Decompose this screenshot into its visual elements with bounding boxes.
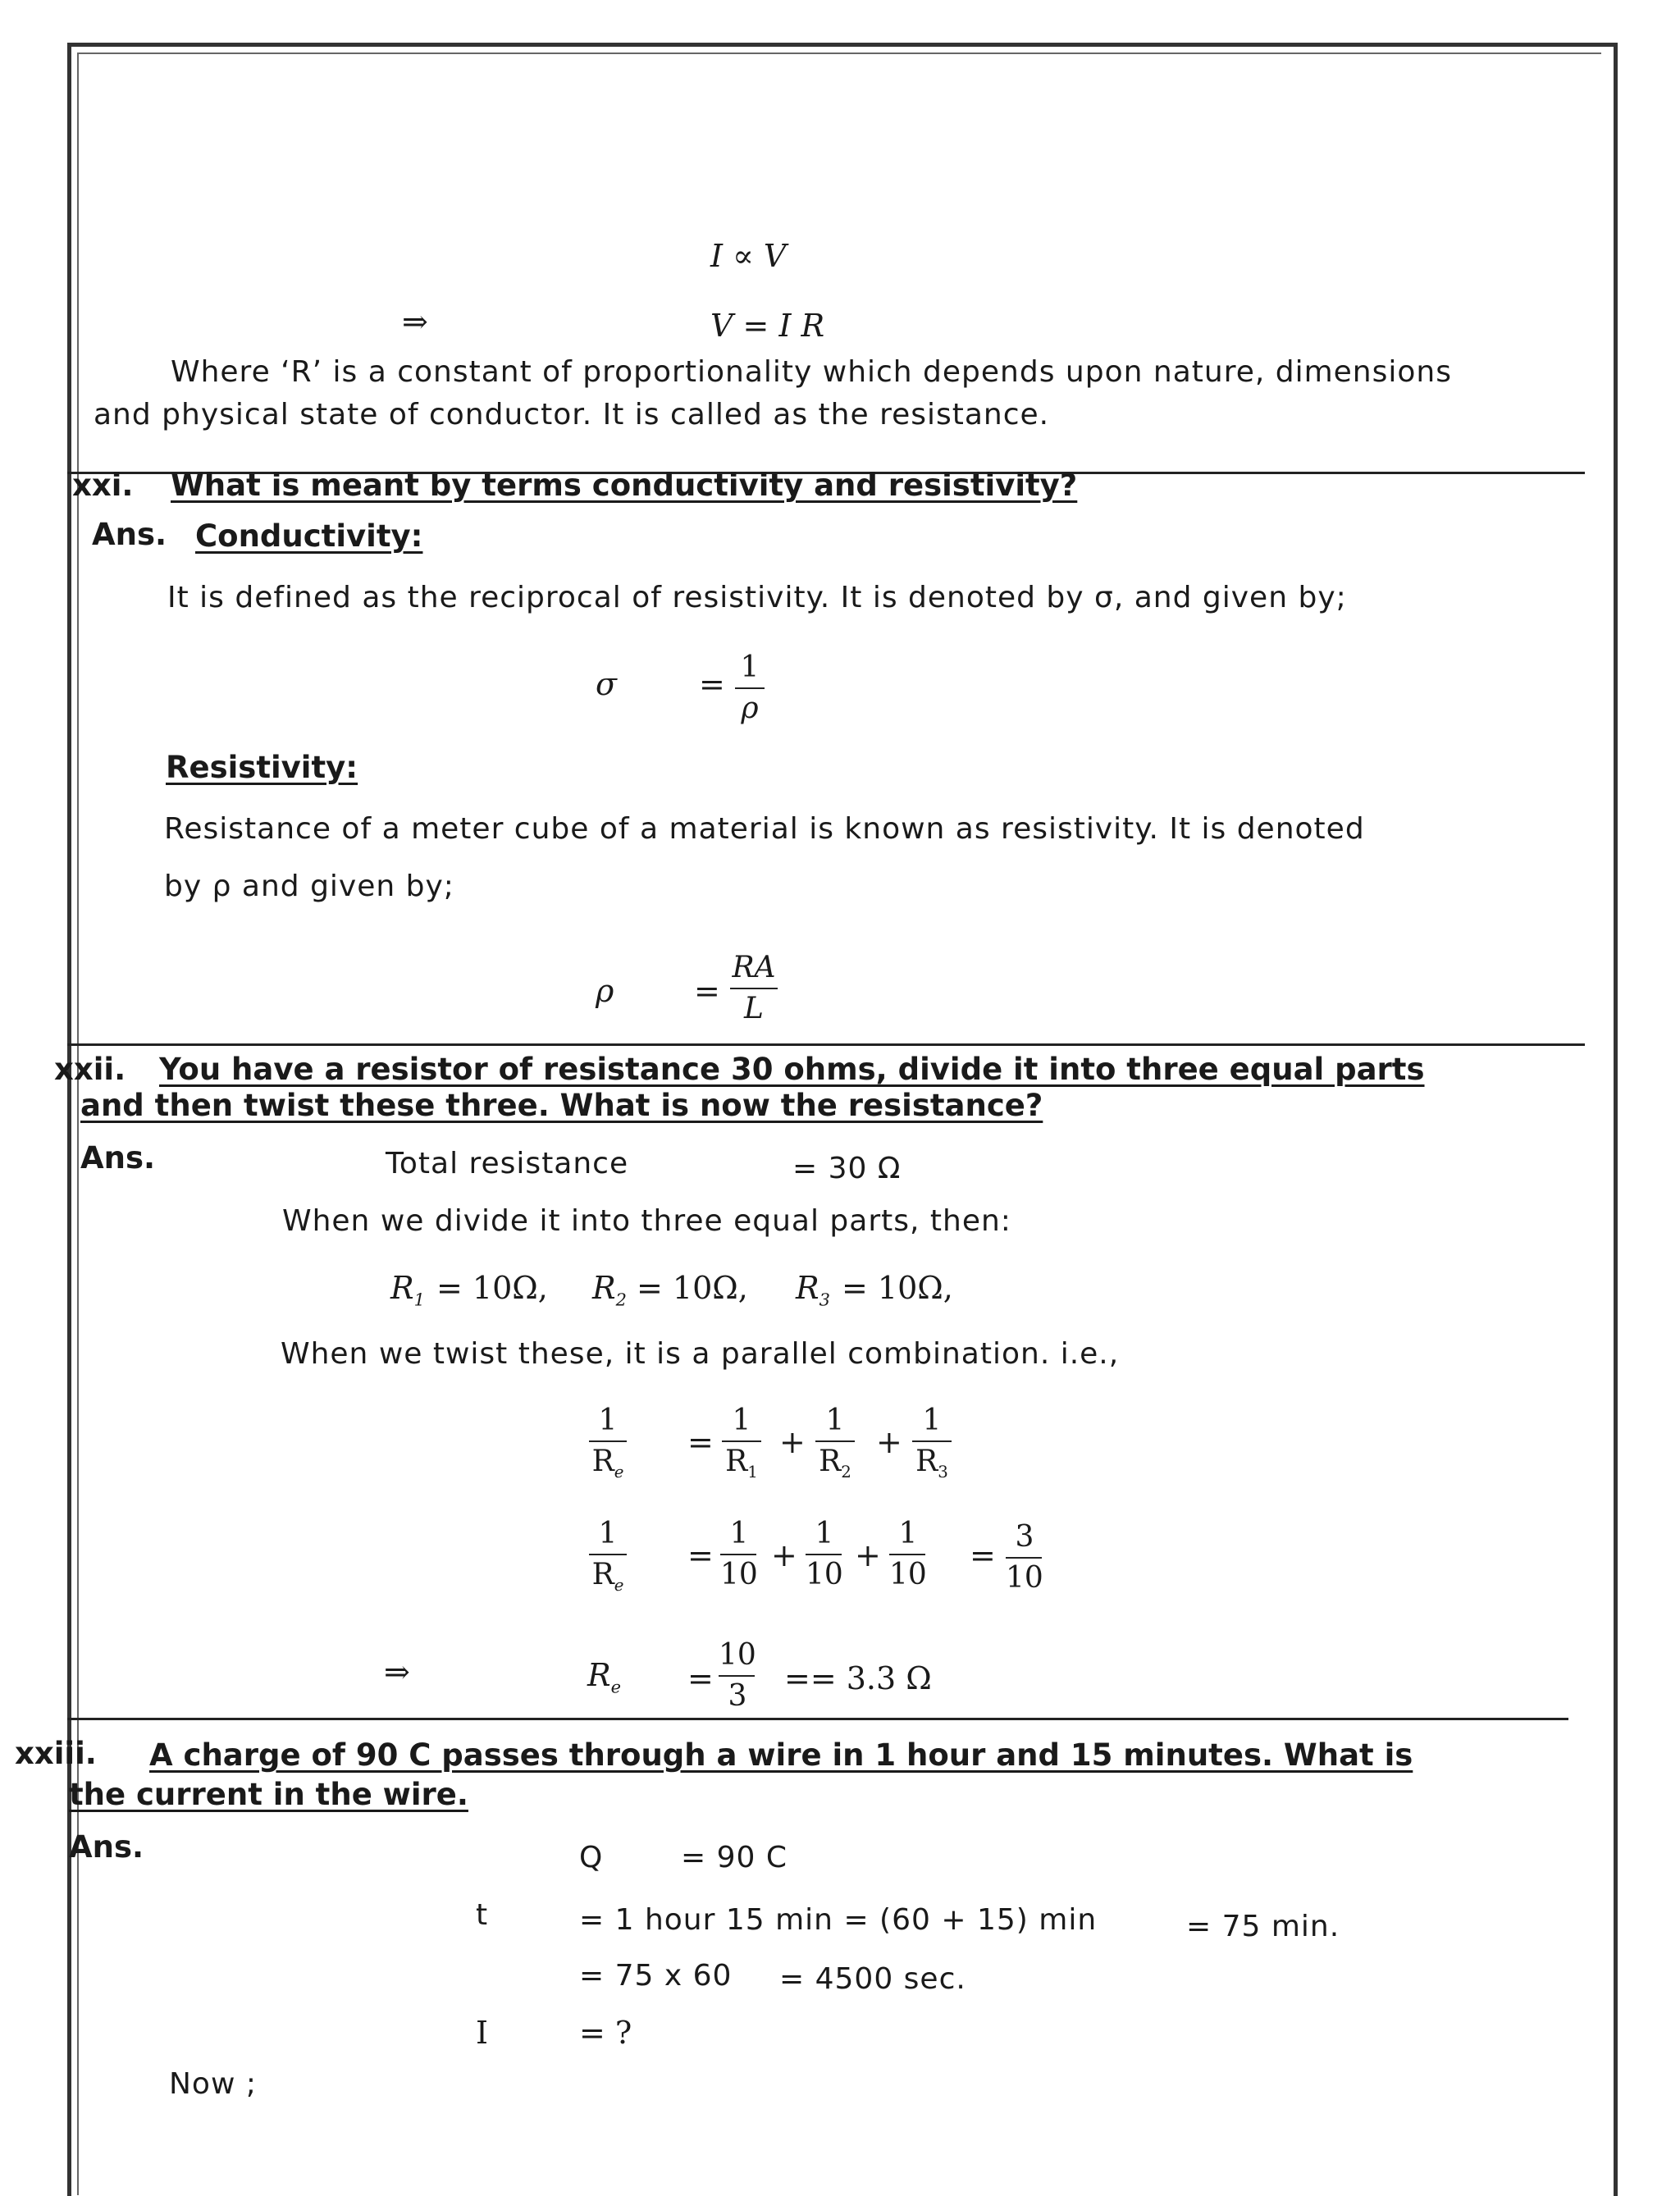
plus-sign: + (855, 1537, 881, 1573)
plus-sign: + (779, 1424, 806, 1460)
current-value: = ? (579, 2015, 632, 2051)
fraction-ten-thirds (719, 1637, 756, 1714)
numerator: 1 (598, 1517, 618, 1550)
fraction-one-tenth (806, 1516, 843, 1593)
denominator: $R_e$ (591, 1558, 624, 1596)
conductivity-heading: Conductivity: (195, 518, 423, 554)
numerator: 10 (719, 1638, 756, 1672)
time-value: = 1 hour 15 min = (60 + 15) min (579, 1903, 1098, 1937)
r3-value: = 10Ω, (842, 1270, 953, 1306)
ohms-law-equation: V = I R (710, 308, 825, 344)
implies-arrow: ⇒ (384, 1654, 410, 1690)
sigma-symbol: σ (596, 666, 617, 702)
conductivity-definition: It is defined as the reciprocal of resistivity. It is denoted by σ, and given by; (167, 581, 1347, 614)
implies-arrow: ⇒ (402, 304, 428, 340)
equals-sign: = (970, 1537, 996, 1573)
denominator: 10 (889, 1558, 927, 1591)
equals-sign: = (687, 1537, 714, 1573)
current-label: I (476, 2015, 489, 2051)
reciprocal-r3 (912, 1403, 952, 1491)
proportional-equation: I ∝ V (710, 238, 787, 274)
denominator: L (744, 992, 764, 1025)
time-seconds-result: = 4500 sec. (779, 1962, 966, 1996)
section-divider (67, 1043, 1585, 1046)
resistivity-definition-line2: by ρ and given by; (164, 870, 454, 903)
time-result: = 75 min. (1186, 1910, 1340, 1943)
question-text-line2: the current in the wire. (69, 1777, 468, 1812)
conductivity-fraction (735, 650, 765, 727)
numerator: 1 (740, 651, 760, 684)
r2-label: $R_2$ (592, 1270, 627, 1310)
section-divider (67, 1718, 1568, 1720)
numerator: RA (732, 951, 776, 984)
numerator: 1 (922, 1404, 942, 1437)
denominator: 10 (1006, 1561, 1043, 1595)
answer-label: Ans. (92, 517, 167, 552)
reciprocal-re (589, 1516, 627, 1604)
denominator: $R_3$ (915, 1445, 948, 1482)
rho-symbol: ρ (596, 973, 614, 1009)
equivalent-resistance-result: == 3.3 Ω (784, 1660, 932, 1696)
total-resistance-label: Total resistance (386, 1147, 629, 1180)
parallel-statement: When we twist these, it is a parallel combination. i.e., (281, 1337, 1120, 1371)
r1-label: $R_1$ (390, 1270, 425, 1310)
denominator: $R_2$ (819, 1445, 851, 1482)
equals-sign: = (687, 1424, 714, 1460)
numerator: 1 (732, 1404, 751, 1437)
total-resistance-value: = 30 Ω (792, 1152, 902, 1185)
reciprocal-r2 (815, 1403, 855, 1491)
question-text-line1: You have a resistor of resistance 30 ohms, divide it into three equal parts (159, 1052, 1425, 1087)
answer-label: Ans. (80, 1140, 156, 1176)
charge-label: Q (579, 1841, 604, 1874)
denominator: 3 (728, 1679, 747, 1713)
numerator: 1 (898, 1517, 918, 1550)
denominator: $R_1$ (725, 1445, 758, 1482)
denominator: ρ (741, 692, 759, 725)
denominator: 10 (806, 1558, 843, 1591)
resistivity-definition-line1: Resistance of a meter cube of a material is known as resistivity. It is denoted (164, 812, 1365, 846)
r1-value: = 10Ω, (436, 1270, 548, 1306)
answer-label: Ans. (69, 1829, 144, 1865)
denominator: 10 (720, 1558, 758, 1591)
resistance-paragraph-line2: and physical state of conductor. It is called as the resistance. (94, 398, 1050, 431)
r2-value: = 10Ω, (637, 1270, 748, 1306)
re-label: $R_e$ (587, 1657, 621, 1697)
plus-sign: + (876, 1424, 902, 1460)
time-label: t (476, 1898, 489, 1932)
equals-sign: = (699, 666, 725, 702)
resistivity-heading: Resistivity: (166, 750, 358, 785)
denominator: $R_e$ (591, 1445, 624, 1482)
equals-sign: = (687, 1660, 714, 1696)
question-number: xxiii. (15, 1736, 97, 1771)
fraction-three-tenths (1006, 1519, 1043, 1596)
fraction-one-tenth (889, 1516, 927, 1593)
time-seconds: = 75 x 60 (579, 1959, 733, 1993)
numerator: 1 (825, 1404, 845, 1437)
divide-statement: When we divide it into three equal parts, then: (282, 1204, 1011, 1238)
reciprocal-r1 (722, 1403, 761, 1491)
question-text: What is meant by terms conductivity and resistivity? (171, 468, 1078, 503)
question-text-line2: and then twist these three. What is now the resistance? (80, 1088, 1043, 1123)
reciprocal-re (589, 1403, 627, 1491)
resistivity-fraction (730, 950, 778, 1027)
question-number: xxii. (54, 1052, 126, 1087)
numerator: 1 (815, 1517, 834, 1550)
equals-sign: = (694, 973, 720, 1009)
resistance-paragraph-line1: Where ‘R’ is a constant of proportionality which depends upon nature, dimensions (171, 355, 1452, 389)
numerator: 3 (1015, 1520, 1034, 1554)
numerator: 1 (598, 1404, 618, 1437)
charge-value: = 90 C (681, 1841, 788, 1874)
question-number: xxi. (72, 468, 134, 503)
plus-sign: + (771, 1537, 797, 1573)
now-label: Now ; (169, 2067, 257, 2101)
question-text-line1: A charge of 90 C passes through a wire in 1 hour and 15 minutes. What is (149, 1737, 1413, 1773)
r3-label: $R_3$ (796, 1270, 830, 1310)
numerator: 1 (729, 1517, 749, 1550)
fraction-one-tenth (720, 1516, 758, 1593)
